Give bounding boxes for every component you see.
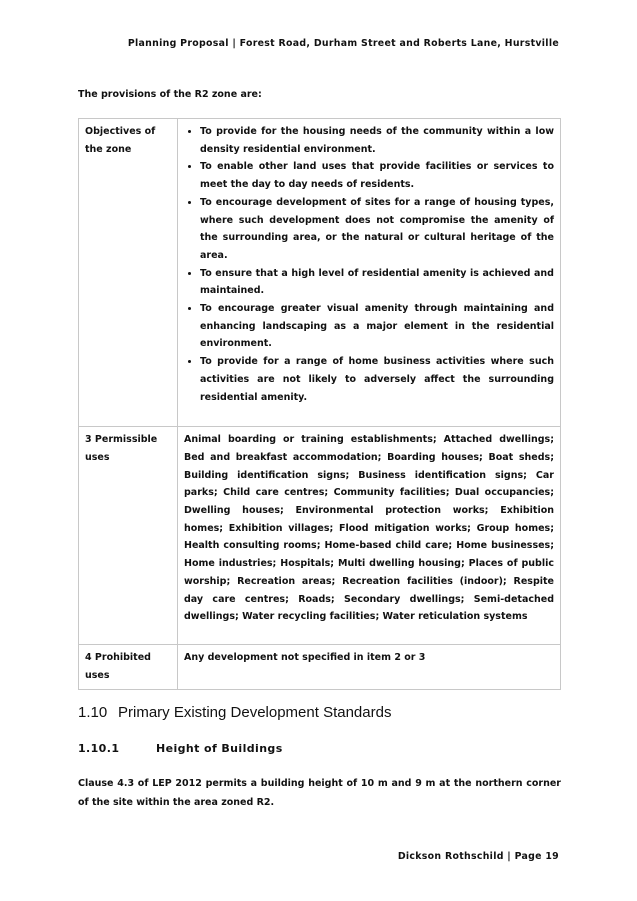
objectives-list xyxy=(184,123,554,406)
objectives-label: Objectives of the zone xyxy=(79,119,178,427)
objective-item: • To encourage greater visual amenity through maintaining and enhancing landscaping as a major element in the residential environment. xyxy=(200,300,554,353)
table-row-prohibited xyxy=(79,644,561,689)
permissible-label: 3 Permissible uses xyxy=(79,427,178,645)
page-header: Planning Proposal | Forest Road, Durham Street and Roberts Lane, Hurstville xyxy=(127,38,559,49)
objectives-cell xyxy=(178,119,561,427)
objective-item: • To encourage development of sites for a range of housing types, where such development does not compromise the amenity of the surrounding area, or the natural or cultural heritage of the area. xyxy=(200,194,554,265)
intro-text: The provisions of the R2 zone are: xyxy=(78,89,262,100)
prohibited-uses-text: Any development not specified in item 2 or 3 xyxy=(178,644,561,689)
subsection-title: Height of Buildings xyxy=(156,742,283,755)
section-title: Primary Existing Development Standards xyxy=(118,704,392,721)
table-row-permissible xyxy=(79,427,561,645)
objective-item: • To ensure that a high level of residential amenity is achieved and maintained. xyxy=(200,265,554,300)
section-heading xyxy=(78,704,391,721)
objective-item: • To provide for the housing needs of the community within a low density residential environment. xyxy=(200,123,554,158)
page-footer: Dickson Rothschild | Page 19 xyxy=(397,851,559,862)
clause-paragraph: Clause 4.3 of LEP 2012 permits a building height of 10 m and 9 m at the northern corner of the site within the area zoned R2. xyxy=(78,778,561,808)
zone-provisions-table xyxy=(78,118,561,690)
objective-item: • To enable other land uses that provide facilities or services to meet the day to day needs of residents. xyxy=(200,158,554,193)
subsection-heading xyxy=(78,742,283,755)
section-number: 1.10 xyxy=(78,704,108,721)
table-row-objectives xyxy=(79,119,561,427)
permissible-uses-text: Animal boarding or training establishments; Attached dwellings; Bed and breakfast accommodation; Boarding houses; Boat sheds; Building identification signs; Business identification signs; Car parks; Child care centres; Community facilities; Dual occupancies; Dwelling houses; Environmental protection works; Exhibition homes; Exhibition villages; Flood mitigation works; Group homes; Health consulting rooms; Home-based child care; Home businesses; Home industries; Hospitals; Multi dwelling housing; Places of public worship; Recreation areas; Recreation facilities (indoor); Respite day care centres; Roads; Secondary dwellings; Semi-detached dwellings; Water recycling facilities; Water reticulation systems xyxy=(178,427,561,645)
objective-item: • To provide for a range of home business activities where such activities are not likely to adversely affect the surrounding residential amenity. xyxy=(200,353,554,406)
prohibited-label: 4 Prohibited uses xyxy=(79,644,178,689)
subsection-number: 1.10.1 xyxy=(78,742,120,755)
